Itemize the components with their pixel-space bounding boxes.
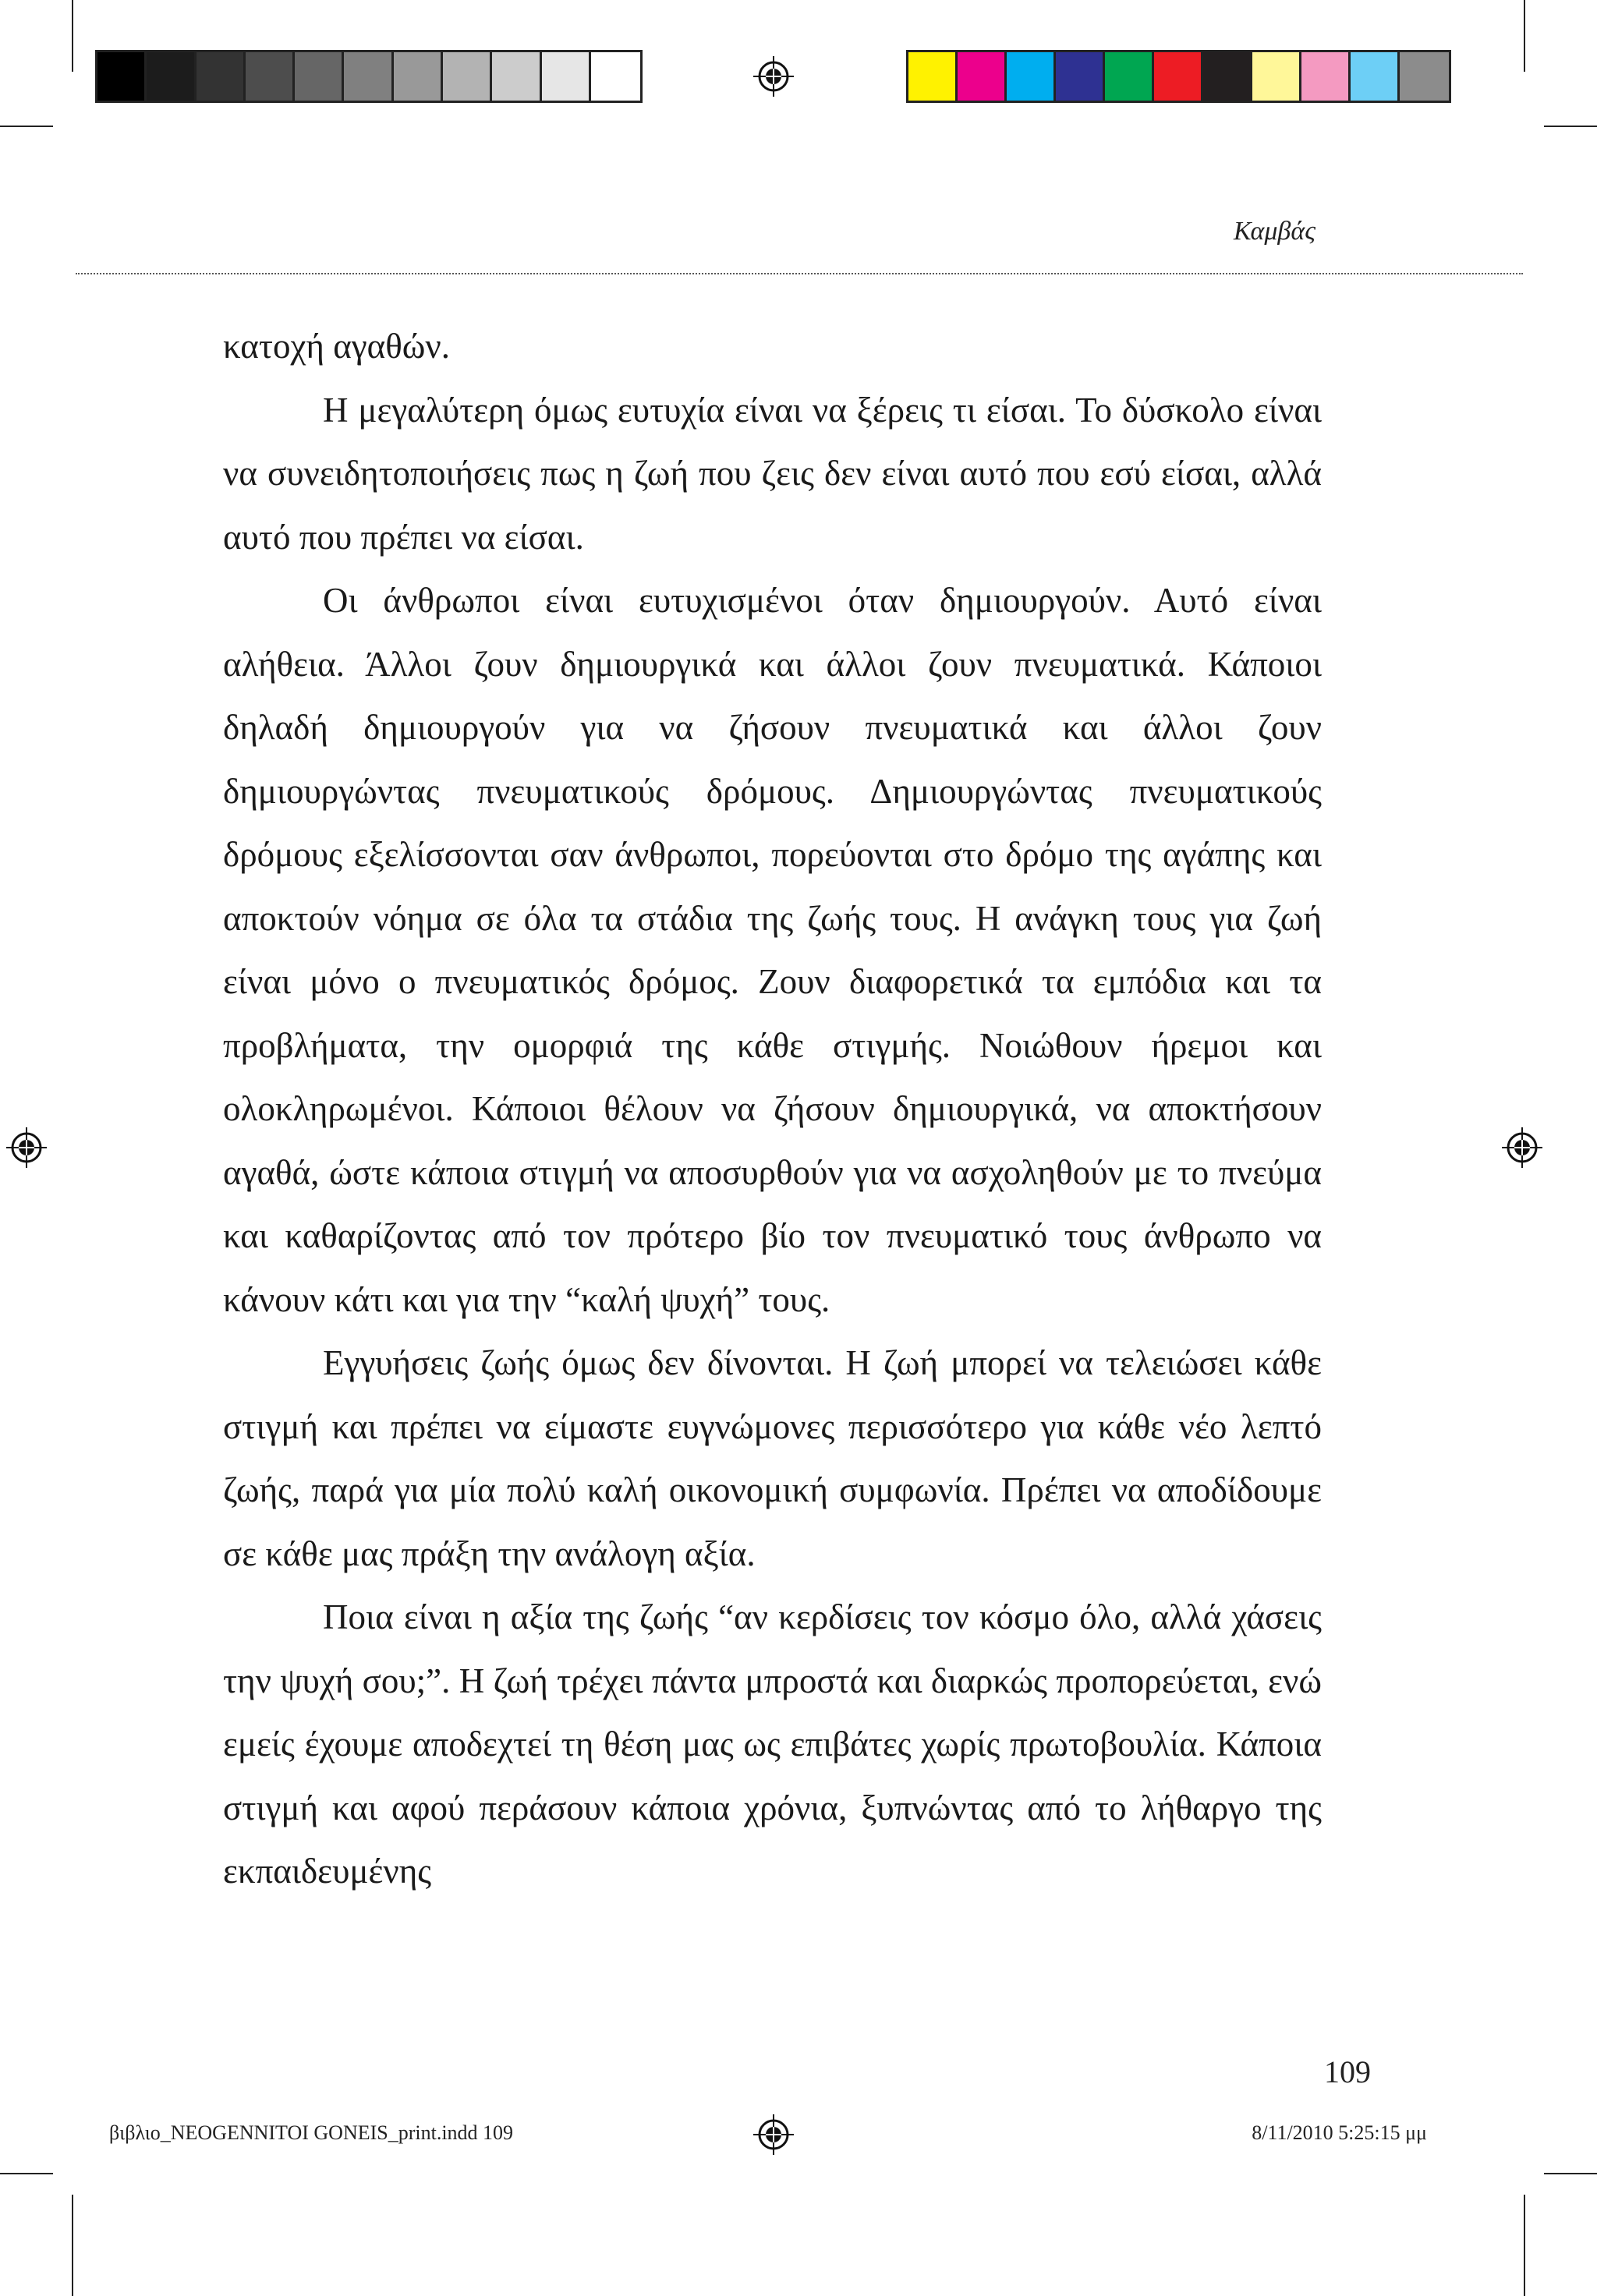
gray-swatch (197, 52, 246, 101)
color-swatch (1203, 52, 1252, 101)
paragraph: Οι άνθρωποι είναι ευτυχισμένοι όταν δημιουργούν. Αυτό είναι αλήθεια. Άλλοι ζουν δημιουργικά και άλλοι ζουν πνευματικά. Κάποιοι δηλαδή δημιουργούν για να ζήσουν πνευματικά και άλλοι ζουν δημιουργώντας πνευματικούς δρόμους. Δημιουργώντας πνευματικούς δρόμους εξελίσσονται σαν άνθρωποι, πορεύονται στο δρόμο της αγάπης και αποκτούν νόημα σε όλα τα στάδια της ζωής τους. Η ανάγκη τους για ζωή είναι μόνο ο πνευματικός δρόμος. Ζουν διαφορετικά τα εμπόδια και τα προβλήματα, την ομορφιά της κάθε στιγμής. Νοιώθουν ήρεμοι και ολοκληρωμένοι. Κάποιοι θέλουν να ζήσουν δημιουργικά, να αποκτήσουν αγαθά, ώστε κάποια στιγμή να αποσυρθούν για να ασχοληθούν με το πνεύμα και καθαρίζοντας από τον πρότερο βίο τον πνευματικό τους άνθρωπο να κάνουν κάτι και για την “καλή ψυχή” τους. (223, 581, 1322, 1319)
crop-mark-bottom-right-v (1524, 2195, 1525, 2296)
paragraph: Ποια είναι η αξία της ζωής “αν κερδίσεις τον κόσμο όλο, αλλά χάσεις την ψυχή σου;”. Η ζωή τρέχει πάντα μπροστά και διαρκώς προπορεύεται, ενώ εμείς έχουμε αποδεχτεί τη θέση μας ως επιβάτες χωρίς πρωτοβουλία. Κάποια στιγμή και αφού περάσουν κάποια χρόνια, ξυπνώντας από το λήθαργο της εκπαιδευμένης (223, 1597, 1322, 1891)
crop-mark-bottom-left-v (72, 2195, 73, 2296)
paragraph: κατοχή αγαθών. (223, 327, 451, 366)
crop-mark-top-left-h (0, 126, 53, 127)
gray-swatch (542, 52, 591, 101)
registration-mark-top-icon (753, 56, 794, 97)
slug-timestamp: 8/11/2010 5:25:15 μμ (1252, 2121, 1427, 2144)
crop-mark-bottom-right-h (1544, 2173, 1597, 2174)
registration-mark-left-icon (6, 1127, 47, 1168)
paragraph: Η μεγαλύτερη όμως ευτυχία είναι να ξέρεις τι είσαι. Το δύσκολο είναι να συνειδητοποιήσεις πως η ζωή που ζεις δεν είναι αυτό που εσύ είσαι, αλλά αυτό που πρέπει να είσαι. (223, 390, 1322, 557)
gray-swatch (492, 52, 541, 101)
gray-swatch (97, 52, 147, 101)
color-swatch (1105, 52, 1154, 101)
color-swatch (1056, 52, 1105, 101)
gray-swatch (295, 52, 344, 101)
header-divider (76, 273, 1523, 274)
page-number: 109 (1324, 2054, 1371, 2089)
gray-swatch (394, 52, 443, 101)
crop-mark-top-right-h (1544, 126, 1597, 127)
registration-mark-bottom-icon (753, 2114, 794, 2155)
color-swatch (1400, 52, 1449, 101)
color-swatch (1007, 52, 1056, 101)
grayscale-calibration-bar (95, 50, 643, 103)
color-swatch (958, 52, 1007, 101)
color-swatch (1252, 52, 1301, 101)
crop-mark-top-left-v (72, 0, 73, 72)
color-swatch (1351, 52, 1400, 101)
color-swatch (1154, 52, 1203, 101)
body-text (223, 315, 1322, 1904)
crop-mark-bottom-left-h (0, 2173, 53, 2174)
color-swatch (908, 52, 958, 101)
color-swatch (1301, 52, 1351, 101)
paragraph: Εγγυήσεις ζωής όμως δεν δίνονται. Η ζωή μπορεί να τελειώσει κάθε στιγμή και πρέπει να είμαστε ευγνώμονες περισσότερο για κάθε νέο λεπτό ζωής, παρά για μία πολύ καλή οικονομική συμφωνία. Πρέπει να αποδίδουμε σε κάθε μας πράξη την ανάλογη αξία. (223, 1343, 1322, 1573)
gray-swatch (246, 52, 295, 101)
gray-swatch (344, 52, 393, 101)
crop-mark-top-right-v (1524, 0, 1525, 72)
color-calibration-bar (906, 50, 1451, 103)
gray-swatch (443, 52, 492, 101)
gray-swatch (147, 52, 196, 101)
gray-swatch (591, 52, 640, 101)
registration-mark-right-icon (1502, 1127, 1542, 1168)
slug-filename: βιβλιο_NEOGENNITOI GONEIS_print.indd 109 (109, 2121, 514, 2144)
running-header: Καμβάς (1233, 217, 1315, 246)
